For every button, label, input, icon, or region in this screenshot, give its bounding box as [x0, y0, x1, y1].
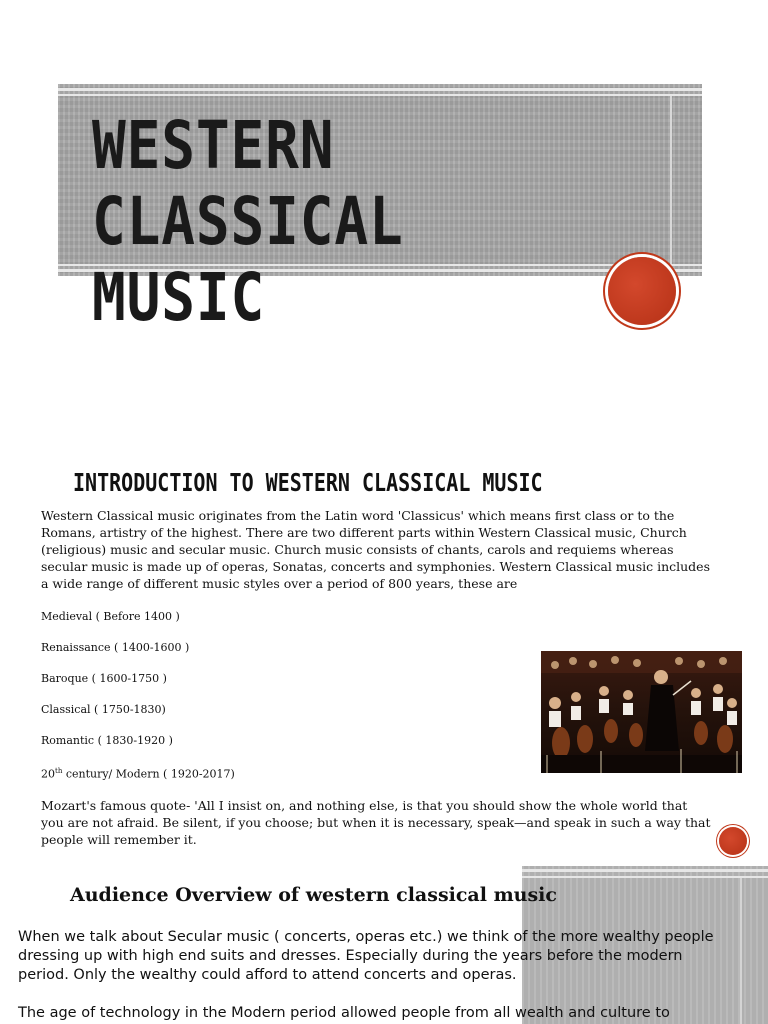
era-ordinal: th — [55, 767, 63, 775]
era-item: Medieval ( Before 1400 ) — [41, 610, 180, 623]
era-item: Baroque ( 1600-1750 ) — [41, 672, 167, 685]
era-item: Classical ( 1750-1830) — [41, 703, 166, 716]
slide-title: WESTERN CLASSICAL MUSIC — [92, 107, 404, 336]
era-item: Renaissance ( 1400-1600 ) — [41, 641, 190, 654]
decorative-circle-large — [608, 257, 676, 325]
era-list — [41, 610, 235, 796]
intro-paragraph: Western Classical music originates from the Latin word 'Classicus' which means first class or to the Romans, artistry of the highest. There are two different parts within Western Classical music, Church (religious) music and secular music. Church music consists of chants, carols and requiems whereas secular music is made up of operas, Sonatas, concerts and symphonies. Western Classical music includes a wide range of different music styles over a period of 800 years, these are — [41, 508, 710, 591]
era-label: century/ Modern ( 1920-2017) — [62, 767, 235, 781]
era-item-modern — [41, 765, 235, 796]
era-item: Romantic ( 1830-1920 ) — [41, 734, 173, 747]
audience-paragraph: When we talk about Secular music ( concerts, operas etc.) we think of the more wealthy people dressing up with high end suits and dresses. Especially during the years before the modern period. Only the wealthy could afford to attend concerts and operas. — [18, 929, 714, 983]
mozart-quote: Mozart's famous quote- 'All I insist on, and nothing else, is that you should show the whole world that you are not afraid. Be silent, if you choose; but when it is necessary, speak—and speak in such a way that people will remember it. — [41, 798, 711, 847]
intro-heading: INTRODUCTION TO WESTERN CLASSICAL MUSIC — [73, 468, 543, 497]
audience-heading: Audience Overview of western classical music — [70, 884, 557, 906]
technology-paragraph: The age of technology in the Modern period allowed people from all wealth and culture to — [18, 1005, 670, 1021]
orchestra-photo — [541, 651, 742, 773]
decorative-circle-small — [719, 827, 747, 855]
era-number: 20 — [41, 767, 55, 781]
